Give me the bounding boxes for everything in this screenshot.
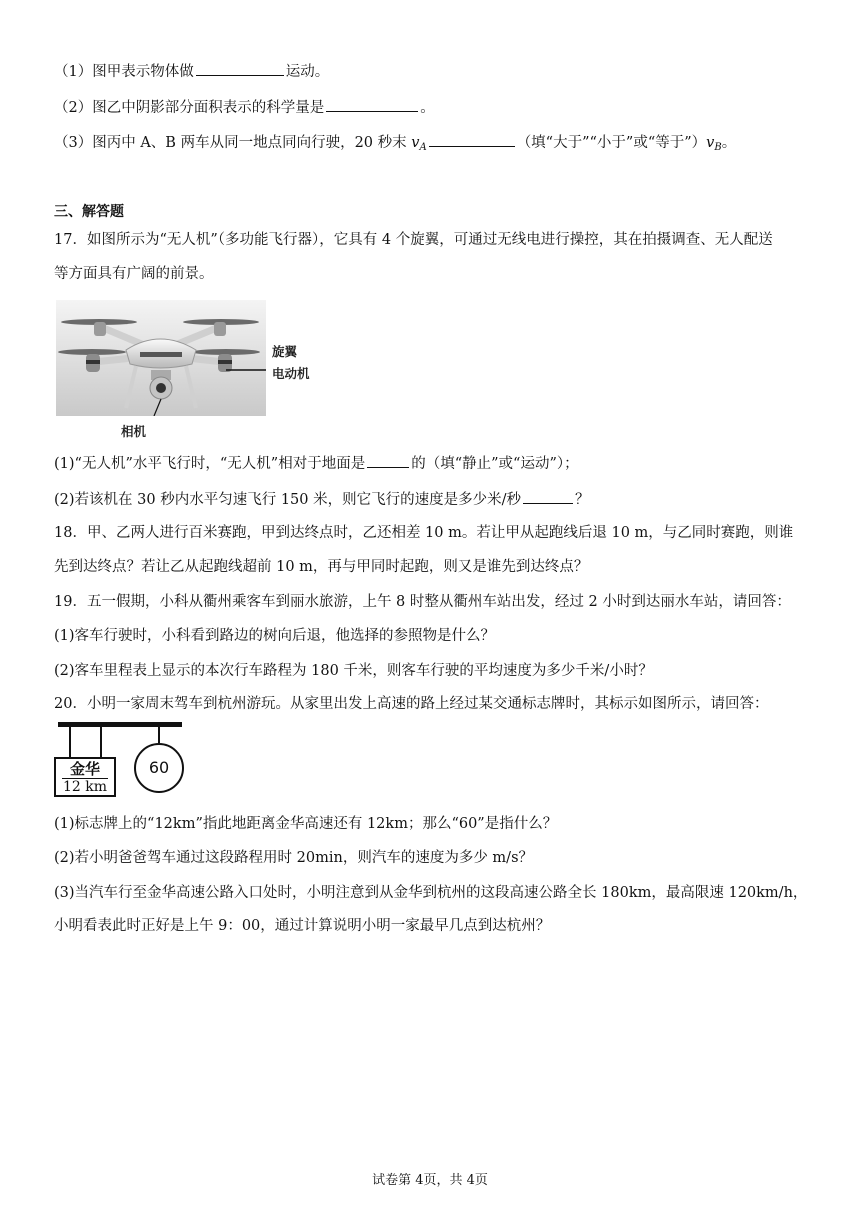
sign-distance: 12 km (62, 779, 108, 795)
sign-post (69, 727, 71, 757)
sign-place: 金华 (62, 760, 108, 779)
q18-line2: 先到达终点？若让乙从起跑线超前 10 m，再与甲同时起跑，则又是谁先到达终点？ (54, 559, 589, 575)
distance-sign (54, 757, 116, 797)
answer-blank (367, 452, 409, 468)
q20-stem: 20．小明一家周末驾车到杭州游玩。从家里出发上高速的路上经过某交通标志牌时，其标示如图所示，请回答： (54, 696, 769, 712)
section-heading: 三、解答题 (54, 204, 124, 220)
sign-post (100, 727, 102, 757)
answer-blank (429, 131, 515, 147)
q20-sub1: (1)标志牌上的“12km”指此地距离金华高速还有 12km；那么“60”是指什么？ (54, 816, 558, 832)
speed-limit-sign (134, 743, 184, 793)
figure-label-motor: 电动机 (272, 366, 310, 381)
q17-stem-line2: 等方面具有广阔的前景。 (54, 266, 214, 282)
q20-sub3-line2: 小明看表此时正好是上午 9：00，通过计算说明小明一家最早几点到达杭州？ (54, 918, 551, 934)
answer-blank (523, 488, 573, 504)
q16-part3: （3）图丙中 A、B 两车从同一地点同向行驶，20 秒末 $v_A$ （填“大于”“小于”或“等于$”)v_B$。 (54, 131, 736, 158)
answer-blank (326, 96, 418, 112)
q19-stem: 19．五一假期，小科从衢州乘客车到丽水旅游，上午 8 时整从衢州车站出发，经过 2 小时到达丽水车站，请回答： (54, 594, 791, 610)
q17-sub1: (1)“无人机”水平飞行时，“无人机”相对于地面是 的（填“静止”或“运动”）； (54, 452, 579, 474)
figure-label-rotor: 旋翼 (272, 344, 298, 359)
page-footer: 试卷第 4页，共 4页 (372, 1173, 488, 1188)
q20-sub2: (2)若小明爸爸驾车通过这段路程用时 20min，则汽车的速度为多少 m/s？ (54, 850, 534, 866)
q19-sub1: (1)客车行驶时，小科看到路边的树向后退，他选择的参照物是什么？ (54, 628, 496, 644)
figure-label-camera: 相机 (121, 424, 147, 439)
sign-post (158, 727, 160, 743)
sign-speed: 60 (148, 758, 170, 777)
q17-sub2: (2)若该机在 30 秒内水平匀速飞行 150 米，则它飞行的速度是多少米/秒 ？ (54, 488, 590, 510)
q18-line1: 18．甲、乙两人进行百米赛跑，甲到达终点时，乙还相差 10 m。若让甲从起跑线后退 10 m，与乙同时赛跑，则谁 (54, 525, 794, 541)
q16-part2: （2）图乙中阴影部分面积表示的科学量是 。 (54, 96, 435, 118)
q17-stem-line1: 17．如图所示为“无人机”（多功能飞行器），它具有 4 个旋翼，可通过无线电进行操控，其在拍摄调查、无人配送 (54, 232, 773, 248)
sign-bar (58, 722, 182, 727)
q16-part1: （1）图甲表示物体做 运动。 (54, 60, 329, 82)
q20-sub3-line1: (3)当汽车行至金华高速公路入口处时，小明注意到从金华到杭州的这段高速公路全长 180km，最高限速 120km/h， (54, 885, 808, 901)
q19-sub2: (2)客车里程表上显示的本次行车路程为 180 千米，则客车行驶的平均速度为多少千米/小时？ (54, 663, 653, 679)
traffic-sign-figure (54, 722, 184, 802)
drone-figure (56, 300, 266, 416)
answer-blank (196, 60, 284, 76)
